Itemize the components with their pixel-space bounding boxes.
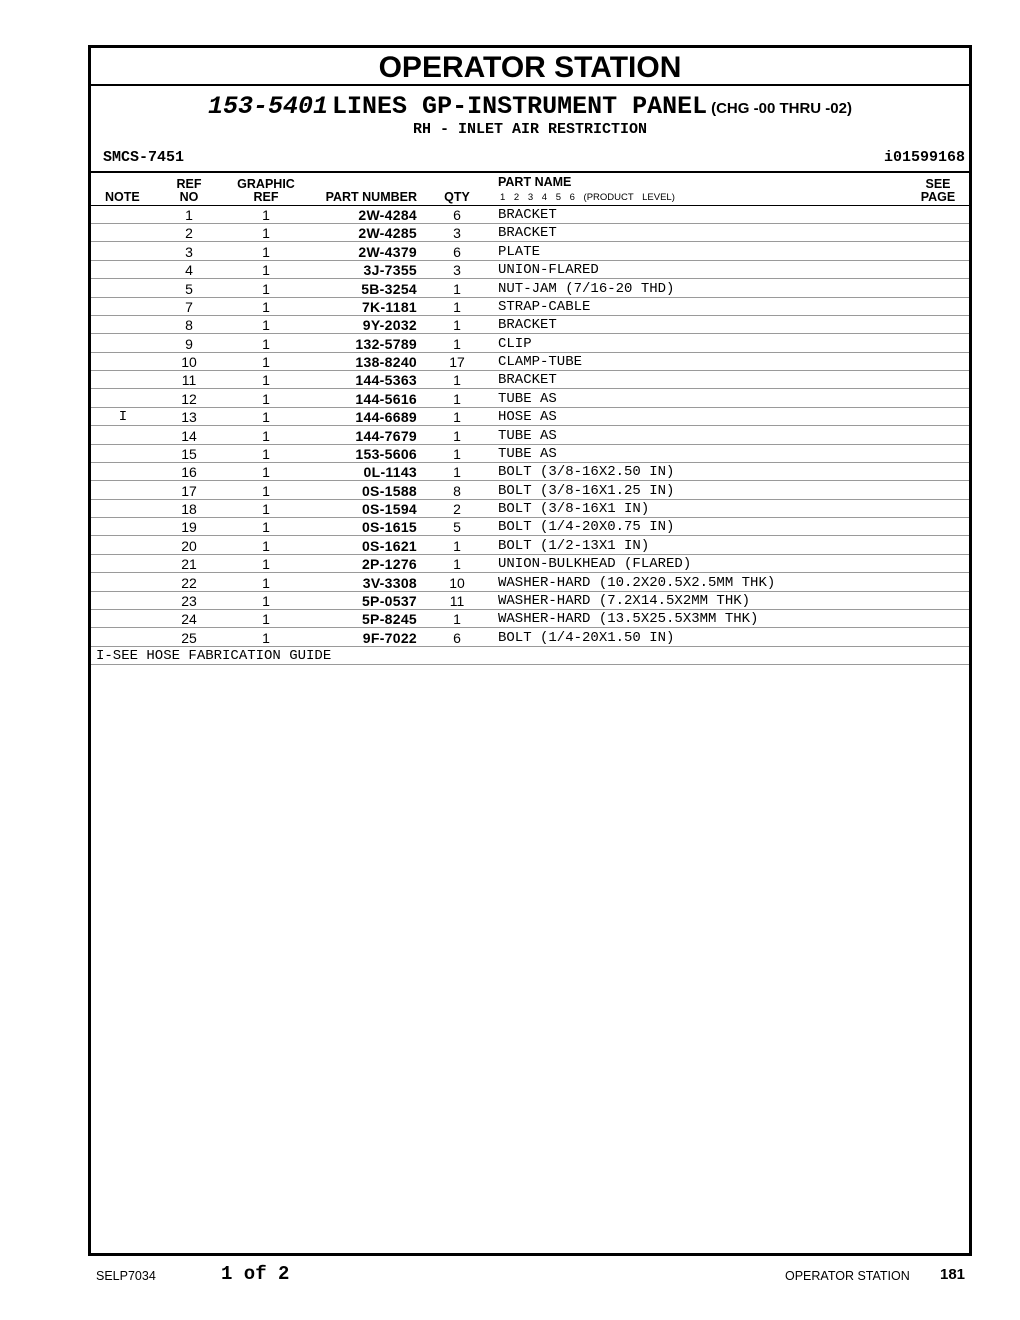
cell-part-number: 0S-1615 — [361, 519, 417, 536]
cell-ref-no: 13 — [181, 409, 197, 426]
cell-part-number: 2P-1276 — [361, 556, 417, 573]
cell-qty: 8 — [453, 482, 461, 499]
cell-graphic-ref: 1 — [262, 519, 270, 536]
cell-ref-no: 1 — [185, 207, 193, 223]
table-row — [91, 408, 969, 426]
group-name: LINES GP-INSTRUMENT PANEL — [332, 92, 708, 121]
cell-part-name: BOLT (1/4-20X0.75 IN) — [498, 519, 675, 536]
page-number: 181 — [940, 1266, 966, 1283]
cell-ref-no: 21 — [181, 556, 197, 573]
cell-graphic-ref: 1 — [262, 445, 270, 462]
cell-graphic-ref: 1 — [262, 409, 270, 426]
cell-part-name: BOLT (3/8-16X2.50 IN) — [498, 464, 675, 481]
cell-ref-no: 5 — [185, 280, 193, 297]
cell-part-name: BOLT (3/8-16X1.25 IN) — [498, 482, 675, 499]
cell-part-number: 144-5616 — [355, 390, 417, 407]
cell-part-name: TUBE AS — [498, 427, 557, 444]
cell-qty: 1 — [453, 556, 461, 573]
cell-part-name: PLATE — [498, 243, 541, 260]
cell-qty: 10 — [449, 574, 465, 591]
cell-ref-no: 20 — [181, 537, 197, 554]
table-row — [91, 280, 969, 298]
cell-part-name: CLIP — [498, 335, 532, 352]
cell-ref-no: 14 — [181, 427, 197, 444]
cell-qty: 1 — [453, 280, 461, 297]
cell-graphic-ref: 1 — [262, 317, 270, 334]
cell-graphic-ref: 1 — [262, 390, 270, 407]
cell-part-number: 153-5606 — [355, 445, 417, 462]
cell-qty: 6 — [453, 243, 461, 260]
cell-part-name: CLAMP-TUBE — [498, 354, 583, 370]
cell-part-name: UNION-FLARED — [498, 262, 599, 279]
cell-part-number: 0L-1143 — [363, 464, 417, 481]
cell-ref-no: 23 — [181, 592, 197, 609]
header-part-name: PART NAME — [498, 175, 572, 189]
header-note: NOTE — [105, 190, 140, 204]
cell-ref-no: 7 — [185, 298, 193, 315]
cell-part-name: STRAP-CABLE — [498, 298, 591, 315]
cell-part-name: TUBE AS — [498, 390, 557, 407]
cell-ref-no: 24 — [181, 611, 197, 628]
cell-qty: 3 — [453, 262, 461, 279]
cell-part-number: 5P-8245 — [361, 611, 417, 628]
cell-graphic-ref: 1 — [262, 243, 270, 260]
header-top-divider — [91, 171, 969, 173]
cell-part-name: NUT-JAM (7/16-20 THD) — [498, 280, 675, 297]
table-row — [91, 463, 969, 481]
cell-part-number: 144-5363 — [355, 372, 417, 389]
table-row — [91, 206, 969, 224]
table-row — [91, 224, 969, 242]
table-row — [91, 482, 969, 500]
cell-graphic-ref: 1 — [262, 225, 270, 242]
cell-part-name: BOLT (1/4-20X1.50 IN) — [498, 629, 675, 646]
footnote-text: I-SEE HOSE FABRICATION GUIDE — [96, 648, 332, 664]
cell-graphic-ref: 1 — [262, 482, 270, 499]
cell-ref-no: 16 — [181, 464, 197, 481]
cell-ref-no: 11 — [181, 372, 197, 389]
group-subtitle: RH - INLET AIR RESTRICTION — [412, 121, 648, 138]
cell-ref-no: 4 — [185, 262, 193, 279]
cell-graphic-ref: 1 — [262, 501, 270, 517]
header-see-page-bottom: PAGE — [920, 190, 956, 204]
cell-qty: 1 — [453, 409, 461, 426]
cell-qty: 6 — [453, 629, 461, 646]
cell-graphic-ref: 1 — [262, 262, 270, 279]
cell-part-name: TUBE AS — [498, 445, 557, 462]
cell-part-name: BRACKET — [498, 207, 557, 223]
cell-graphic-ref: 1 — [262, 537, 270, 554]
cell-graphic-ref: 1 — [262, 354, 270, 370]
table-row — [91, 518, 969, 536]
cell-ref-no: 22 — [181, 574, 197, 591]
table-row — [91, 629, 969, 647]
table-row — [91, 537, 969, 555]
cell-graphic-ref: 1 — [262, 372, 270, 389]
cell-part-number: 138-8240 — [355, 354, 417, 370]
table-row — [91, 500, 969, 518]
cell-qty: 1 — [453, 427, 461, 444]
cell-graphic-ref: 1 — [262, 574, 270, 591]
table-row — [91, 555, 969, 573]
cell-ref-no: 3 — [185, 243, 193, 260]
cell-graphic-ref: 1 — [262, 280, 270, 297]
table-row — [91, 592, 969, 610]
cell-graphic-ref: 1 — [262, 629, 270, 646]
group-number: 153-5401 — [208, 92, 329, 121]
cell-part-number: 3J-7355 — [363, 262, 417, 279]
cell-part-number: 9Y-2032 — [362, 317, 417, 334]
header-product-level: 1 2 3 4 5 6 (PRODUCT LEVEL) — [500, 192, 675, 203]
cell-qty: 1 — [453, 537, 461, 554]
cell-part-number: 7K-1181 — [361, 298, 417, 315]
table-row — [91, 371, 969, 389]
cell-qty: 1 — [453, 335, 461, 352]
cell-part-number: 0S-1594 — [361, 501, 417, 517]
cell-ref-no: 8 — [185, 317, 193, 334]
table-row — [91, 243, 969, 261]
cell-qty: 17 — [449, 354, 465, 370]
cell-ref-no: 10 — [181, 354, 197, 370]
cell-part-number: 5B-3254 — [361, 280, 417, 297]
header-see-page-top: SEE — [925, 177, 951, 191]
cell-part-name: WASHER-HARD (13.5X25.5X3MM THK) — [498, 611, 759, 628]
cell-part-number: 9F-7022 — [362, 629, 417, 646]
cell-graphic-ref: 1 — [262, 611, 270, 628]
cell-part-number: 0S-1588 — [361, 482, 417, 499]
cell-graphic-ref: 1 — [262, 464, 270, 481]
table-row — [91, 445, 969, 463]
header-qty: QTY — [444, 190, 470, 204]
cell-qty: 1 — [453, 317, 461, 334]
cell-note: I — [118, 409, 128, 426]
cell-qty: 1 — [453, 298, 461, 315]
section-title: OPERATOR STATION — [378, 51, 682, 84]
cell-part-number: 2W-4284 — [358, 207, 417, 223]
cell-part-name: WASHER-HARD (7.2X14.5X2MM THK) — [498, 592, 751, 609]
page-count: 1 of 2 — [221, 1263, 290, 1285]
cell-graphic-ref: 1 — [262, 335, 270, 352]
cell-part-number: 3V-3308 — [362, 574, 417, 591]
cell-ref-no: 18 — [181, 501, 197, 517]
cell-graphic-ref: 1 — [262, 427, 270, 444]
cell-qty: 11 — [449, 592, 465, 609]
cell-qty: 1 — [453, 611, 461, 628]
cell-qty: 5 — [453, 519, 461, 536]
cell-part-name: UNION-BULKHEAD (FLARED) — [498, 556, 692, 573]
cell-qty: 6 — [453, 207, 461, 223]
cell-qty: 1 — [453, 390, 461, 407]
cell-graphic-ref: 1 — [262, 556, 270, 573]
cell-qty: 2 — [453, 501, 461, 517]
cell-part-number: 144-6689 — [355, 409, 417, 426]
cell-graphic-ref: 1 — [262, 298, 270, 315]
cell-part-number: 2W-4379 — [358, 243, 417, 260]
cell-part-name: BRACKET — [498, 317, 557, 334]
title-divider — [91, 84, 969, 86]
table-row — [91, 298, 969, 316]
cell-part-name: WASHER-HARD (10.2X20.5X2.5MM THK) — [498, 574, 776, 591]
footer-section-name: OPERATOR STATION — [785, 1269, 910, 1283]
table-row — [91, 353, 969, 371]
cell-graphic-ref: 1 — [262, 592, 270, 609]
footnote-row — [91, 647, 969, 665]
cell-ref-no: 25 — [181, 629, 197, 646]
table-row — [91, 390, 969, 408]
header-ref-no-top: REF — [176, 177, 202, 191]
cell-qty: 1 — [453, 372, 461, 389]
header-ref-no-bottom: NO — [179, 190, 199, 204]
table-row — [91, 335, 969, 353]
cell-graphic-ref: 1 — [262, 207, 270, 223]
smcs-code: SMCS-7451 — [103, 149, 185, 166]
table-row — [91, 610, 969, 628]
cell-part-name: BRACKET — [498, 225, 557, 242]
cell-part-number: 0S-1621 — [361, 537, 417, 554]
cell-ref-no: 12 — [181, 390, 197, 407]
table-row — [91, 427, 969, 445]
cell-ref-no: 9 — [185, 335, 193, 352]
cell-ref-no: 17 — [181, 482, 197, 499]
cell-part-number: 5P-0537 — [361, 592, 417, 609]
cell-part-number: 132-5789 — [355, 335, 417, 352]
cell-part-name: BOLT (1/2-13X1 IN) — [498, 537, 650, 554]
group-change-range: (CHG -00 THRU -02) — [711, 100, 852, 117]
publication-number: SELP7034 — [96, 1269, 156, 1283]
cell-part-number: 2W-4285 — [358, 225, 417, 242]
cell-part-name: HOSE AS — [498, 409, 557, 426]
table-row — [91, 574, 969, 592]
parts-page-frame — [88, 45, 972, 1256]
header-part-number: PART NUMBER — [325, 190, 417, 204]
table-row — [91, 316, 969, 334]
cell-ref-no: 2 — [185, 225, 193, 242]
header-graphic-ref-bottom: REF — [253, 190, 279, 204]
cell-part-name: BRACKET — [498, 372, 557, 389]
cell-part-number: 144-7679 — [355, 427, 417, 444]
table-row — [91, 261, 969, 279]
cell-qty: 1 — [453, 464, 461, 481]
group-title — [91, 92, 969, 121]
cell-ref-no: 19 — [181, 519, 197, 536]
illustration-id: i01599168 — [883, 149, 965, 166]
cell-ref-no: 15 — [181, 445, 197, 462]
cell-qty: 3 — [453, 225, 461, 242]
cell-part-name: BOLT (3/8-16X1 IN) — [498, 501, 650, 517]
cell-qty: 1 — [453, 445, 461, 462]
header-graphic-ref-top: GRAPHIC — [237, 177, 295, 191]
